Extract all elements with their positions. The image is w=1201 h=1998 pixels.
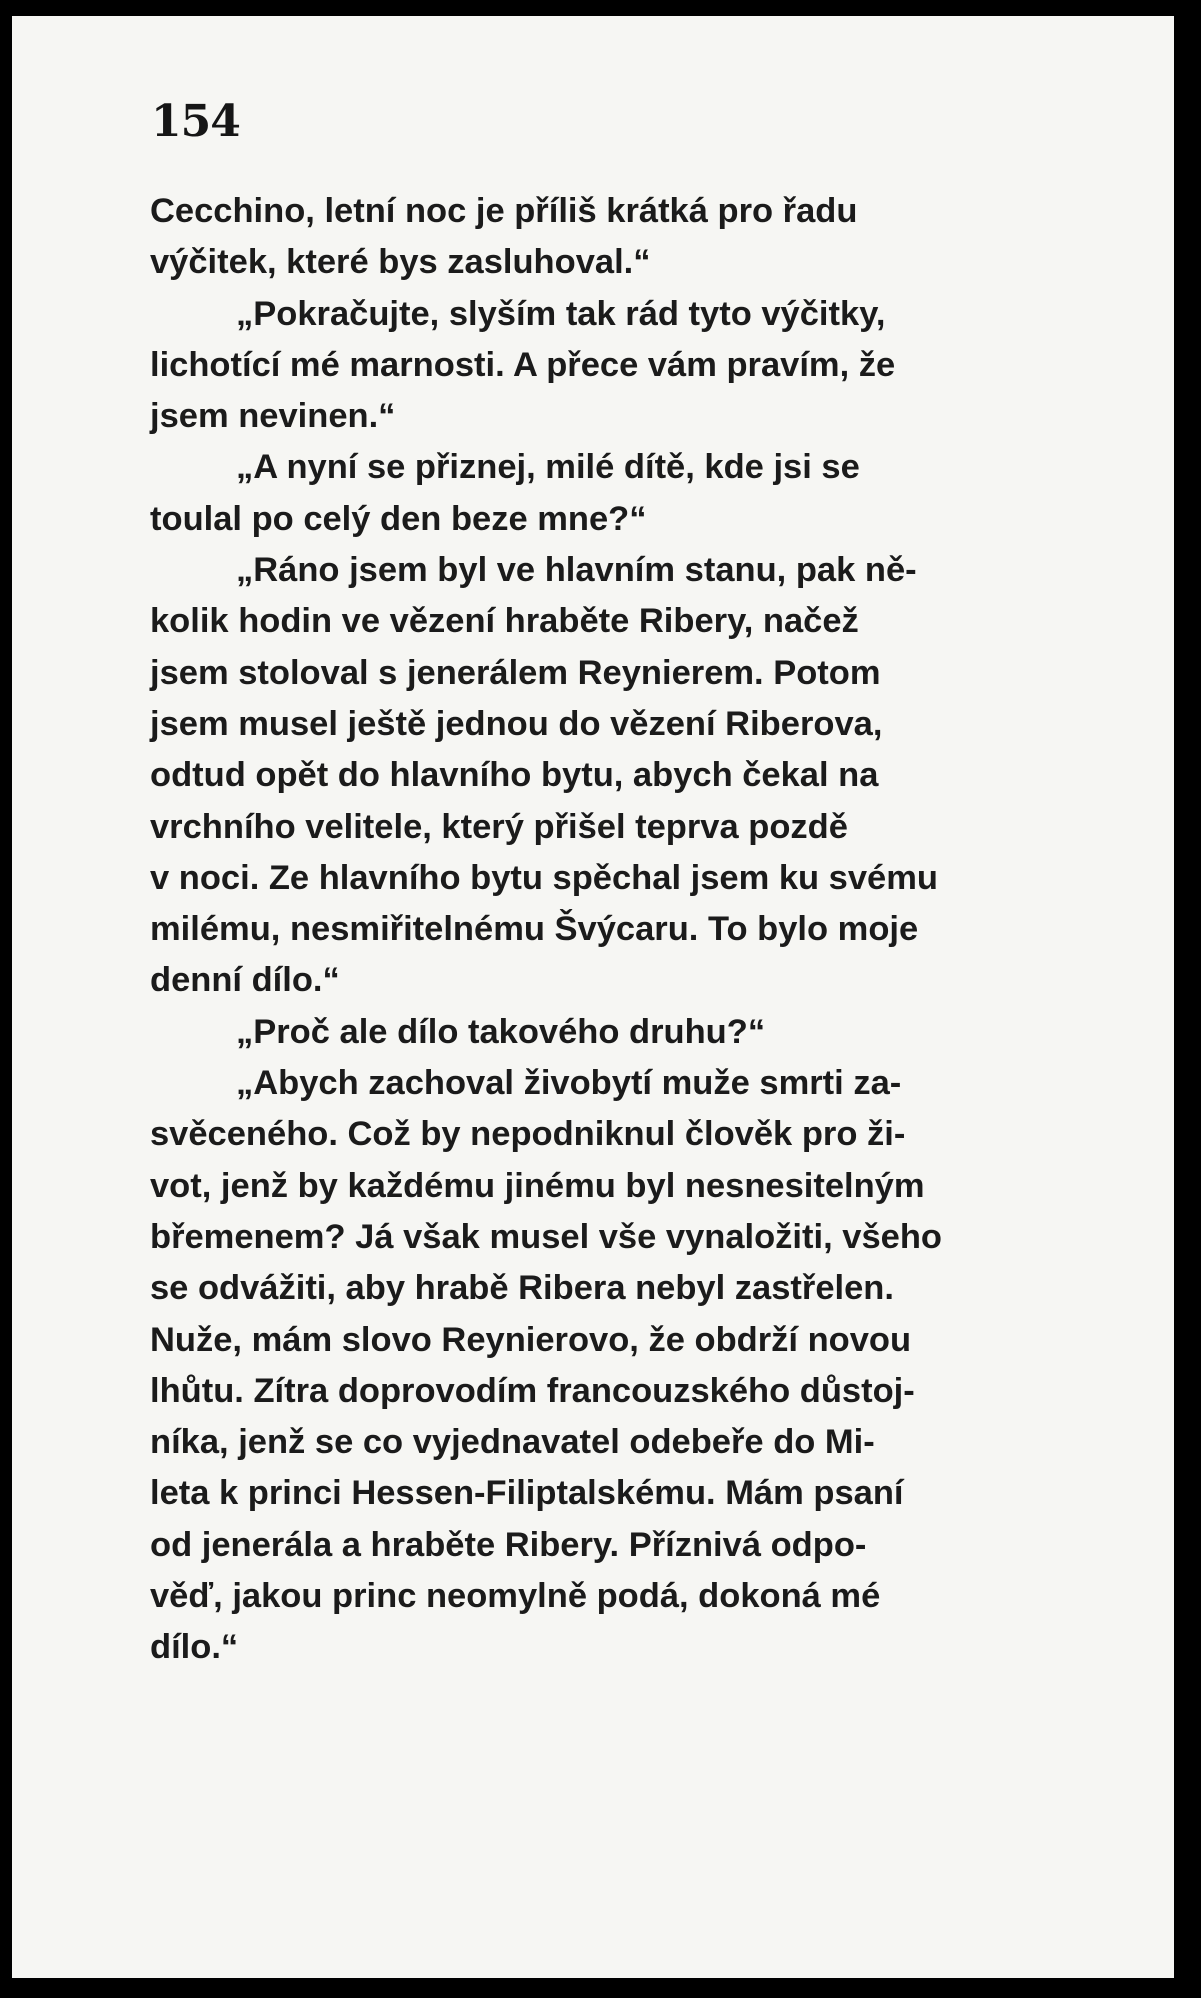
paragraph-1: Cecchino, letní noc je příliš krátká pro řadu výčitek, které bys zasluhoval.“ bbox=[150, 192, 858, 282]
book-page bbox=[12, 16, 1174, 1978]
paragraph-3: „A nyní se přiznej, milé dítě, kde jsi se toulal po celý den beze mne?“ bbox=[150, 448, 860, 538]
paragraph-6: „Abych zachoval živobytí muže smrti za- svěceného. Což by nepodniknul člověk pro ži- vot, jenž by každému jinému byl nesnesitelným břemenem? Já však musel vše vynaložiti, všeho se odvážiti, aby hrabě Ribera nebyl zastřelen. Nuže, mám slovo Reynierovo, že obdrží novou lhůtu. Zítra doprovodím francouzského důstoj- níka, jenž se co vyjednavatel odebeře do Mi- leta k princi Hessen-Filiptalskému. Mám psaní od jenerála a hraběte Ribery. Příznivá odpo- věď, jakou princ neomylně podá, dokoná mé dílo.“ bbox=[150, 1064, 942, 1667]
paragraph-5: „Proč ale dílo takového druhu?“ bbox=[236, 1012, 766, 1051]
paragraph-2: „Pokračujte, slyším tak rád tyto výčitky, lichotící mé marnosti. A přece vám pravím, že jsem nevinen.“ bbox=[150, 294, 896, 436]
page-number: 154 bbox=[151, 96, 240, 147]
body-text bbox=[150, 186, 1084, 1674]
paragraph-4: „Ráno jsem byl ve hlavním stanu, pak ně- kolik hodin ve vězení hraběte Ribery, načež jsem stoloval s jenerálem Reynierem. Potom jsem musel ještě jednou do vězení Riberova, odtud opět do hlavního bytu, abych čekal na vrchního velitele, který přišel teprva pozdě v noci. Ze hlavního bytu spěchal jsem ku svému milému, nesmiřitelnému Švýcaru. To bylo moje denní dílo.“ bbox=[150, 551, 938, 1000]
